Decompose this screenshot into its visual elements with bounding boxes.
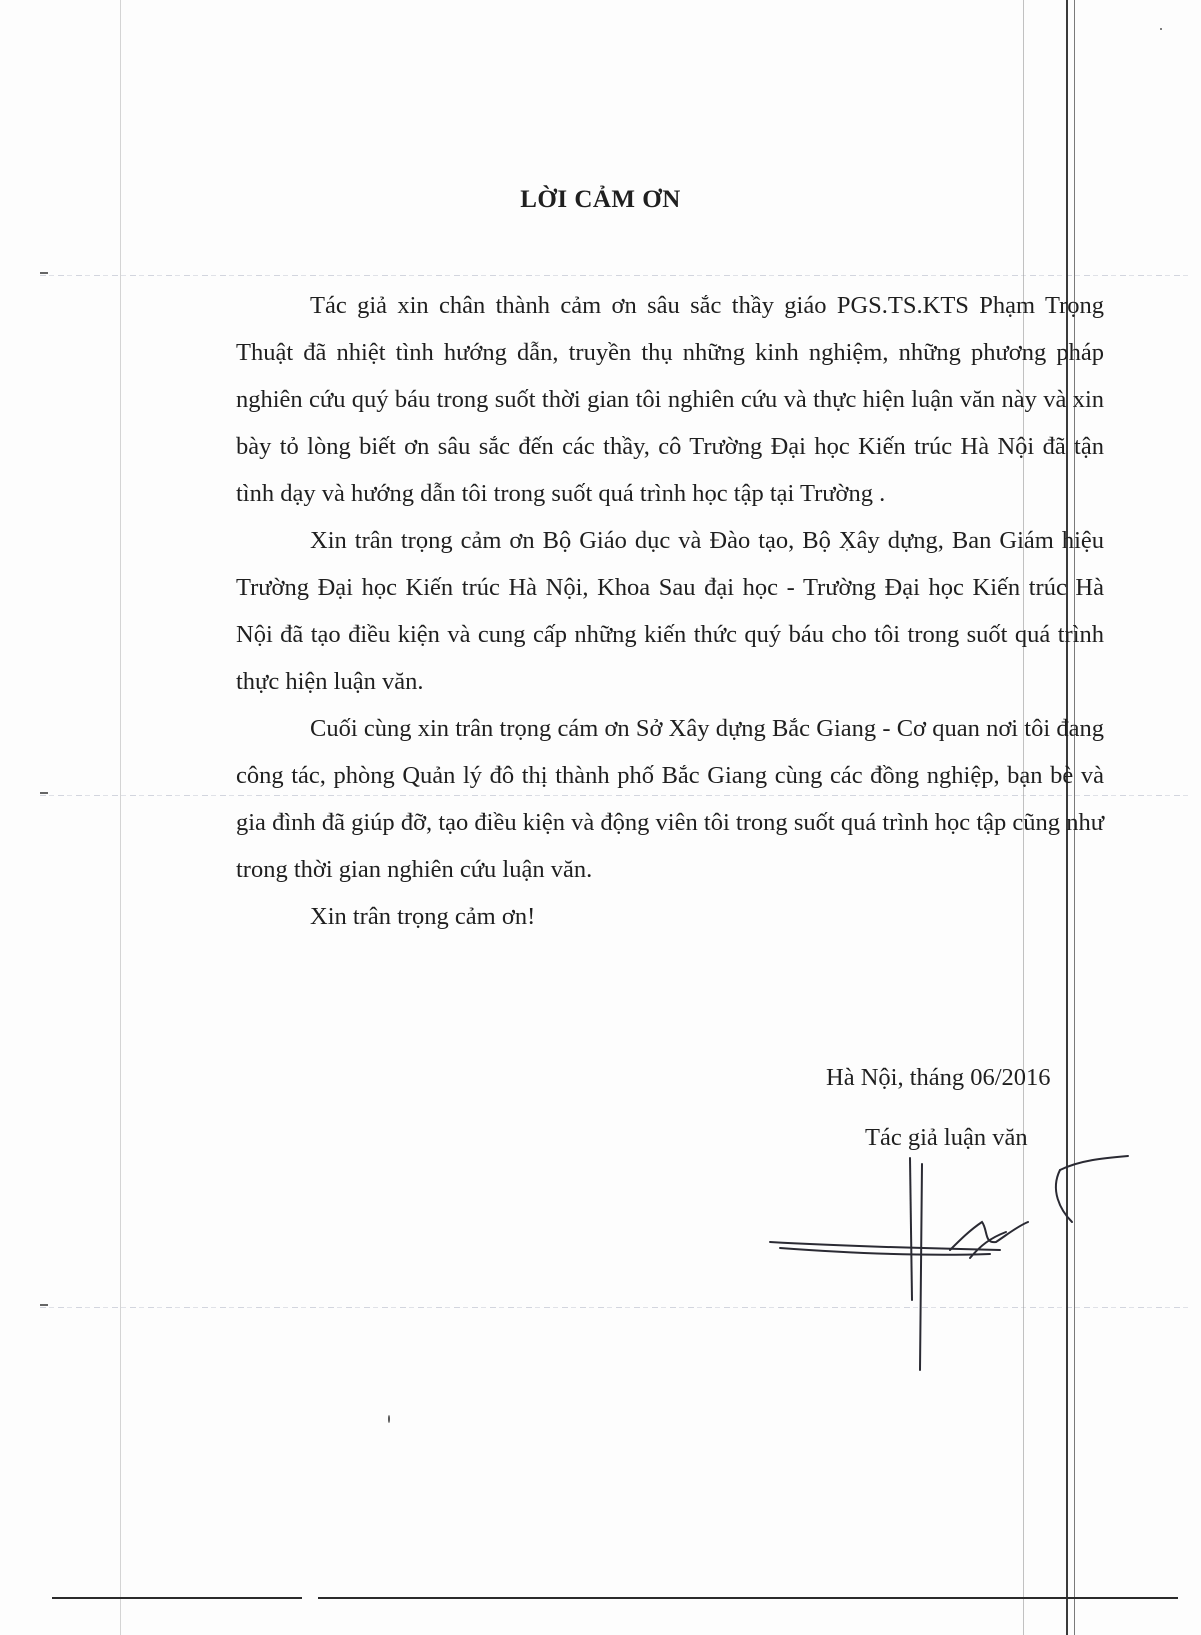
margin-tick-middle: [40, 792, 48, 794]
bottom-rule-left: [52, 1597, 302, 1599]
margin-fold-line: [120, 0, 121, 1635]
handwritten-signature: [760, 1150, 1140, 1380]
paragraph: Tác giả xin chân thành cảm ơn sâu sắc thầy giáo PGS.TS.KTS Phạm Trọng Thuật đã nhiệt tình hướng dẫn, truyền thụ những kinh nghiệm, những phương pháp nghiên cứu quý báu trong suốt thời gian tôi nghiên cứu và thực hiện luận văn này và xin bày tỏ lòng biết ơn sâu sắc đến các thầy, cô Trường Đại học Kiến trúc Hà Nội đã tận tình dạy và hướng dẫn tôi trong suốt quá trình học tập tại Trường .: [236, 292, 1104, 507]
page-title: LỜI CẢM ƠN: [520, 186, 681, 213]
signer-role: Tác giả luận văn: [865, 1124, 1028, 1151]
paragraph: Cuối cùng xin trân trọng cám ơn Sở Xây dựng Bắc Giang - Cơ quan nơi tôi đang công tác, phòng Quản lý đô thị thành phố Bắc Giang cùng các đồng nghiệp, bạn bè và gia đình đã giúp đỡ, tạo điều kiện và động viên tôi trong suốt quá trình học tập cũng như trong thời gian nghiên cứu luận văn.: [236, 715, 1104, 883]
margin-tick-top: [40, 272, 48, 274]
paragraph: Xin trân trọng cảm ơn!: [310, 903, 536, 930]
bottom-rule-right: [318, 1597, 1178, 1599]
paragraph: Xin trân trọng cảm ơn Bộ Giáo dục và Đào tạo, Bộ Xây dựng, Ban Giám hiệu Trường Đại học Kiến trúc Hà Nội, Khoa Sau đại học - Trường Đại học Kiến trúc Hà Nội đã tạo điều kiện và cung cấp những kiến thức quý báu cho tôi trong suốt quá trình thực hiện luận văn.: [236, 527, 1104, 695]
place-and-date: Hà Nội, tháng 06/2016: [826, 1064, 1051, 1091]
speck: [1160, 28, 1162, 30]
speck: [388, 1415, 390, 1423]
scan-line-top: [40, 275, 1190, 276]
acknowledgement-body: [236, 282, 1104, 940]
margin-tick-lower: [40, 1304, 48, 1306]
